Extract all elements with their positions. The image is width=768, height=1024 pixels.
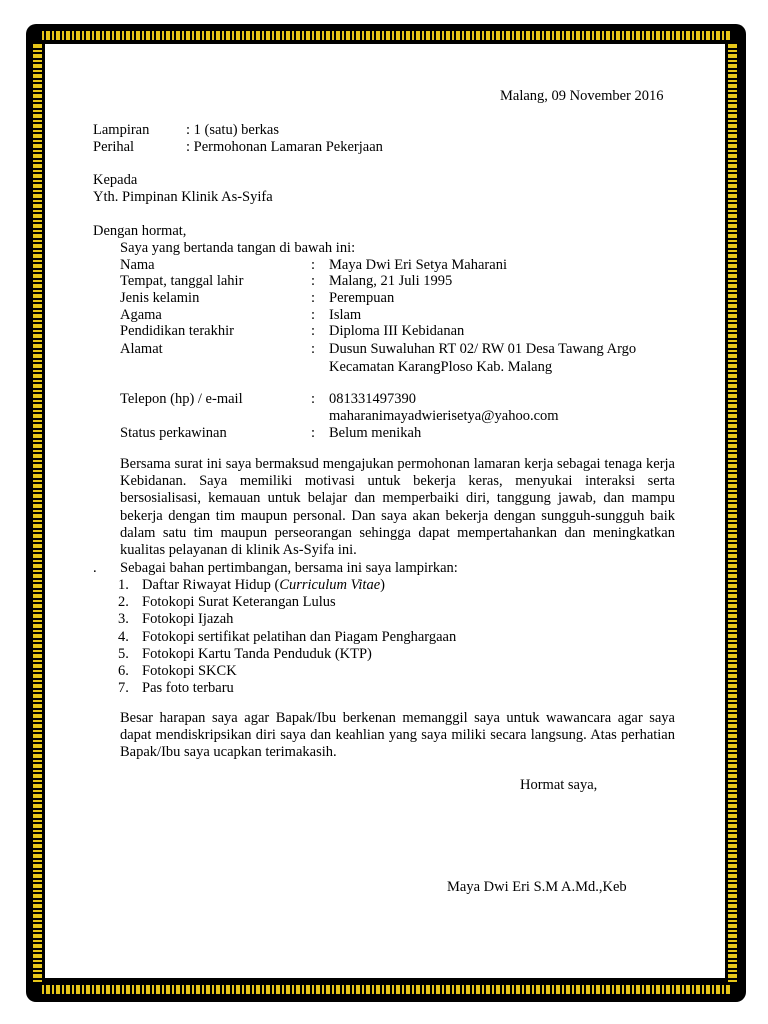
list-item: 2. Fotokopi Surat Keterangan Lulus	[118, 594, 336, 611]
attachment-value: : 1 (satu) berkas	[186, 122, 280, 138]
signature-name: Maya Dwi Eri S.M A.Md.,Keb	[447, 879, 627, 895]
recipient-label: Kepada	[93, 172, 138, 188]
list-item: 5. Fotokopi Kartu Tanda Penduduk (KTP)	[118, 645, 372, 662]
field-value-continued: maharanimayadwierisetya@yahoo.com	[329, 408, 559, 424]
field-value-continued: Kecamatan KarangPloso Kab. Malang	[329, 359, 553, 375]
field-value: Diploma III Kebidanan	[329, 323, 465, 339]
field-separator: :	[311, 391, 316, 407]
field-label: Pendidikan terakhir	[120, 323, 234, 339]
stray-dot: .	[93, 560, 97, 576]
list-item: 3. Fotokopi Ijazah	[118, 611, 234, 628]
field-label: Alamat	[120, 341, 163, 357]
field-value: Maya Dwi Eri Setya Maharani	[329, 257, 507, 273]
field-separator: :	[311, 257, 316, 273]
list-item: 7. Pas foto terbaru	[118, 680, 234, 697]
subject-label: Perihal	[93, 139, 135, 155]
field-value: Malang, 21 Juli 1995	[329, 273, 453, 289]
attachments-intro: Sebagai bahan pertimbangan, bersama ini saya lampirkan:	[120, 560, 458, 576]
field-value: 081331497390	[329, 391, 416, 407]
field-label: Agama	[120, 307, 162, 323]
body-paragraph: Bersama surat ini saya bermaksud mengajukan permohonan lamaran kerja sebagai tenaga kerja Kebidanan. Saya memiliki motivasi untuk bekerja keras, menyukai interaksi serta bersosialisasi, kemauan untuk belajar dan memperbaiki diri, tanggung jawab, dan mampu bekerja dengan tim maupun personal. Dan saya akan bekerja dengan sungguh-sungguh baik dalam satu tim maupun perseorangan sehingga dapat mempertahankan dan meningkatkan kualitas pelayanan di klinik As-Syifa ini.	[120, 456, 675, 559]
list-item: 6. Fotokopi SKCK	[118, 662, 237, 679]
closing-paragraph: Besar harapan saya agar Bapak/Ibu berkenan memanggil saya untuk wawancara agar saya dapat mendiskripsikan diri saya dan keahlian yang saya miliki secara langsung. Atas perhatian Bapak/Ibu saya ucapkan terimakasih.	[120, 710, 675, 761]
field-label: Tempat, tanggal lahir	[120, 273, 244, 289]
field-value: Islam	[329, 307, 362, 323]
list-item: 4. Fotokopi sertifikat pelatihan dan Piagam Penghargaan	[118, 628, 457, 645]
field-separator: :	[311, 307, 316, 323]
list-item: 1. Daftar Riwayat Hidup (Curriculum Vitae)	[118, 577, 385, 593]
field-separator: :	[311, 425, 316, 441]
field-value: Dusun Suwaluhan RT 02/ RW 01 Desa Tawang Argo	[329, 341, 637, 357]
attachments-list	[118, 577, 456, 697]
field-separator: :	[311, 290, 316, 306]
subject-value: : Permohonan Lamaran Pekerjaan	[186, 139, 383, 155]
field-label: Nama	[120, 257, 155, 273]
place-date: Malang, 09 November 2016	[500, 88, 664, 104]
field-label: Telepon (hp) / e-mail	[120, 391, 243, 407]
field-label: Status perkawinan	[120, 425, 227, 441]
field-value: Perempuan	[329, 290, 395, 306]
field-separator: :	[311, 323, 316, 339]
field-label: Jenis kelamin	[120, 290, 200, 306]
greeting: Dengan hormat,	[93, 223, 187, 239]
recipient-name: Yth. Pimpinan Klinik As-Syifa	[93, 189, 273, 205]
field-value: Belum menikah	[329, 425, 422, 441]
field-separator: :	[311, 341, 316, 357]
intro-line: Saya yang bertanda tangan di bawah ini:	[120, 240, 356, 256]
attachment-label: Lampiran	[93, 122, 150, 138]
sign-off: Hormat saya,	[520, 777, 598, 793]
field-separator: :	[311, 273, 316, 289]
